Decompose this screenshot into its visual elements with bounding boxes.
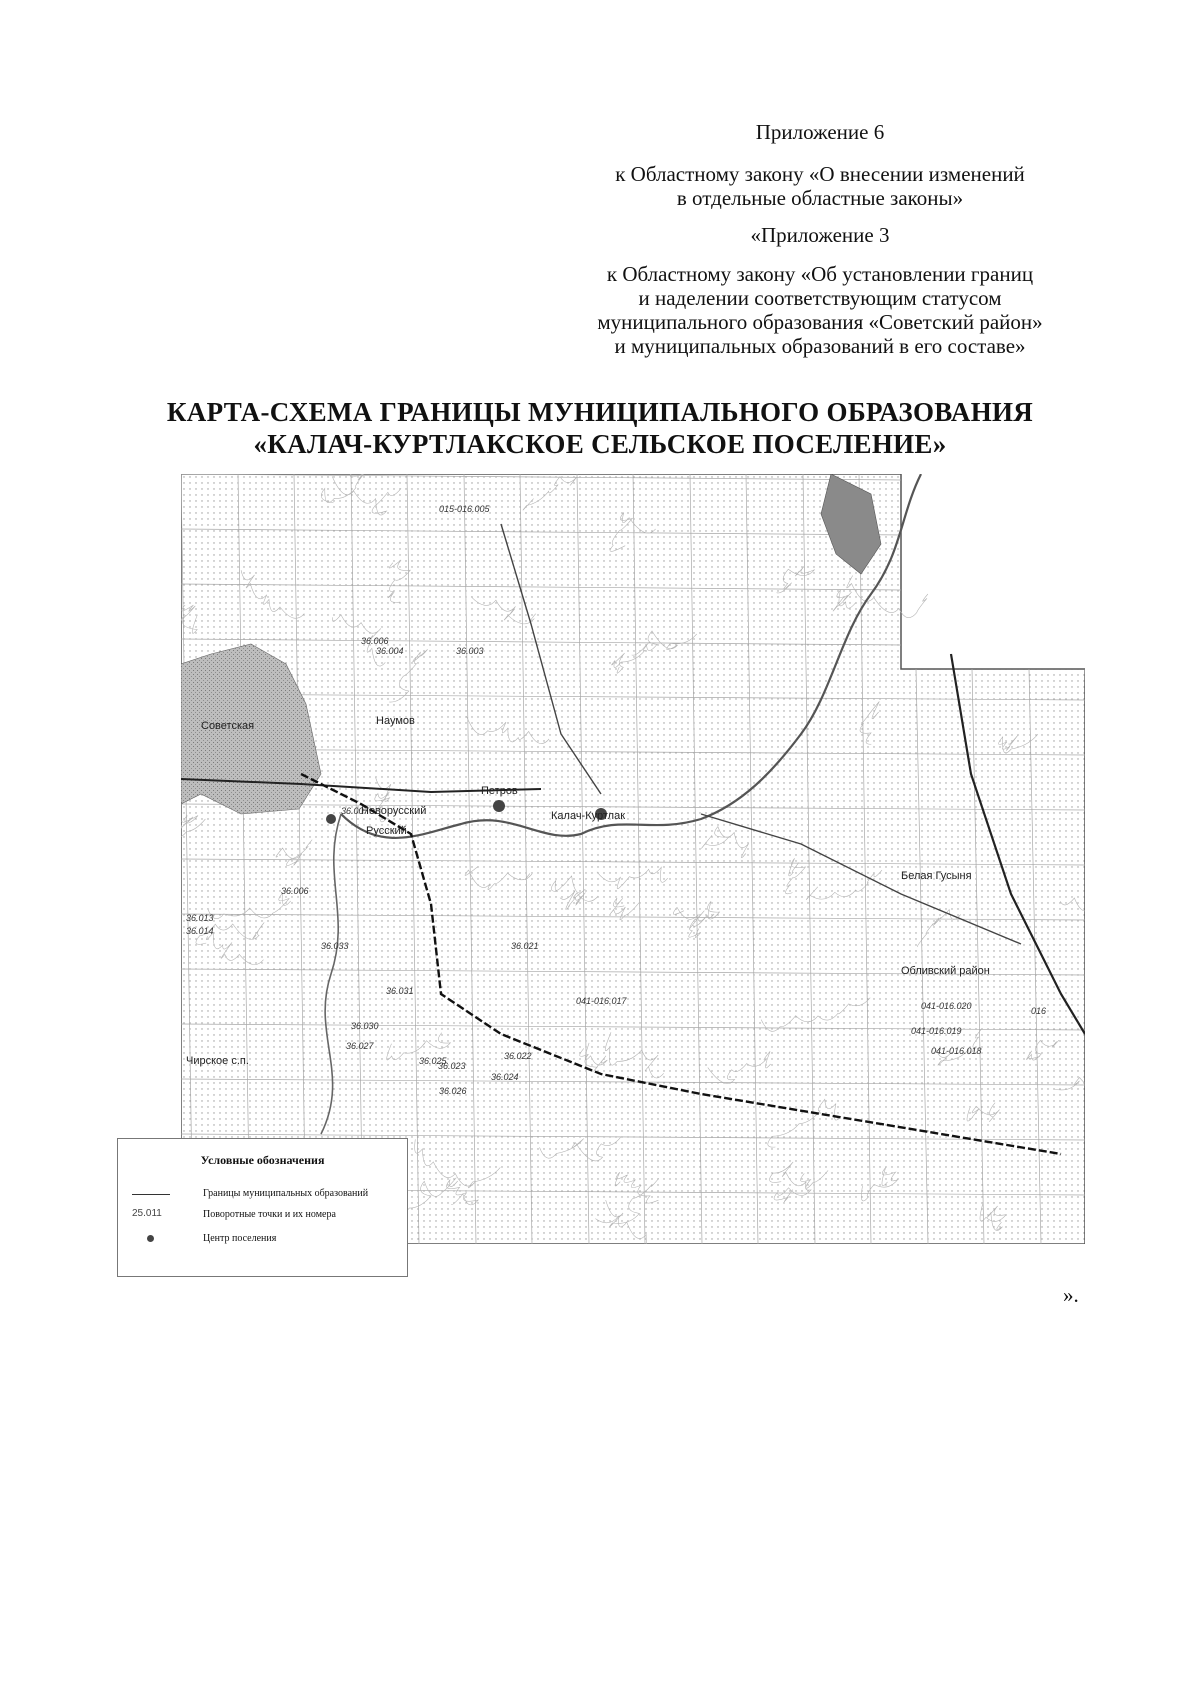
legend-title: Условные обозначения (200, 1153, 325, 1167)
turning-point-label: 041-016.019 (911, 1026, 962, 1036)
turning-point-symbol (130, 1207, 172, 1223)
place-label: Наумов (376, 715, 415, 727)
turning-point-label: 016 (1031, 1006, 1047, 1016)
law-reference-line2: в отдельные областные законы» (676, 186, 964, 210)
page-title-line2: «КАЛАЧ-КУРТЛАКСКОЕ СЕЛЬСКОЕ ПОСЕЛЕНИЕ» (253, 429, 947, 459)
map-sheet (181, 474, 1085, 1244)
legend-point-example: 25.011 (132, 1208, 162, 1219)
legend-boundary-label: Границы муниципальных образований (203, 1188, 369, 1199)
turning-point-label: 041-016.017 (576, 996, 627, 1006)
legend-center-label: Центр поселения (203, 1233, 277, 1244)
inner-law-line1: к Областному закону «Об установлении границ (606, 262, 1034, 286)
turning-point-label: 36.021 (511, 941, 539, 951)
appendix-header (540, 120, 1100, 144)
turning-point-label: 36.023 (438, 1061, 466, 1071)
turning-point-label: 36.030 (351, 1021, 379, 1031)
turning-point-label: 36.022 (504, 1051, 532, 1061)
map-legend (117, 1138, 408, 1277)
settlement-center-symbol (130, 1231, 172, 1247)
turning-point-label: 36.031 (386, 986, 414, 996)
page-title (0, 396, 1200, 460)
turning-point-label: 36.027 (346, 1041, 374, 1051)
place-label: Обливский район (901, 965, 990, 977)
appendix-number: Приложение 6 (755, 120, 885, 144)
place-label: Новорусский (361, 805, 427, 817)
turning-point-label: 041-016.018 (931, 1046, 982, 1056)
turning-point-label: 36.006 (281, 886, 309, 896)
place-label: Чирское с.п. (186, 1055, 249, 1067)
turning-point-label: 36.007 (341, 806, 369, 816)
place-label: Калач-Куртлак (551, 810, 626, 822)
turning-point-label: 36.006 (361, 636, 389, 646)
inner-law-reference (540, 262, 1100, 358)
turning-point-label: 36.004 (376, 646, 404, 656)
turning-point-label: 36.033 (321, 941, 349, 951)
turning-point-label: 015-016.005 (439, 504, 490, 514)
place-label: Советская (201, 720, 255, 732)
legend-point-label: Поворотные точки и их номера (203, 1209, 336, 1220)
place-label: Русский (366, 825, 407, 837)
settlement-center (326, 814, 336, 824)
legend-row-center (118, 1231, 407, 1247)
inner-law-line2: и наделении соответствующим статусом (638, 286, 1002, 310)
turning-point-label: 041-016.020 (921, 1001, 972, 1011)
map-canvas (181, 474, 1085, 1244)
turning-point-label: 36.024 (491, 1072, 519, 1082)
inner-law-line3: муниципального образования «Советский район» (597, 310, 1043, 334)
turning-point-label: 36.026 (439, 1086, 467, 1096)
turning-point-label: 36.013 (186, 913, 214, 923)
turning-point-label: 36.014 (186, 926, 214, 936)
place-label: Белая Гусыня (901, 870, 972, 882)
settlement-center (493, 800, 505, 812)
legend-row-points (118, 1207, 407, 1223)
place-label: Петров (481, 785, 518, 797)
boundary-line-symbol (130, 1186, 172, 1202)
law-reference-line1: к Областному закону «О внесении изменений (615, 162, 1025, 186)
turning-point-label: 36.025 (419, 1056, 447, 1066)
dot-icon (147, 1235, 154, 1242)
turning-point-label: 36.003 (456, 646, 484, 656)
closing-mark: ». (1063, 1283, 1079, 1307)
inner-appendix-number: «Приложение 3 (750, 223, 890, 247)
page-title-line1: КАРТА-СХЕМА ГРАНИЦЫ МУНИЦИПАЛЬНОГО ОБРАЗОВАНИЯ (166, 397, 1034, 427)
boundary-map (181, 474, 1085, 1244)
inner-law-line4: и муниципальных образований в его составе» (614, 334, 1026, 358)
legend-row-boundary (118, 1186, 407, 1202)
law-reference (540, 162, 1100, 210)
inner-appendix-header (540, 223, 1100, 247)
